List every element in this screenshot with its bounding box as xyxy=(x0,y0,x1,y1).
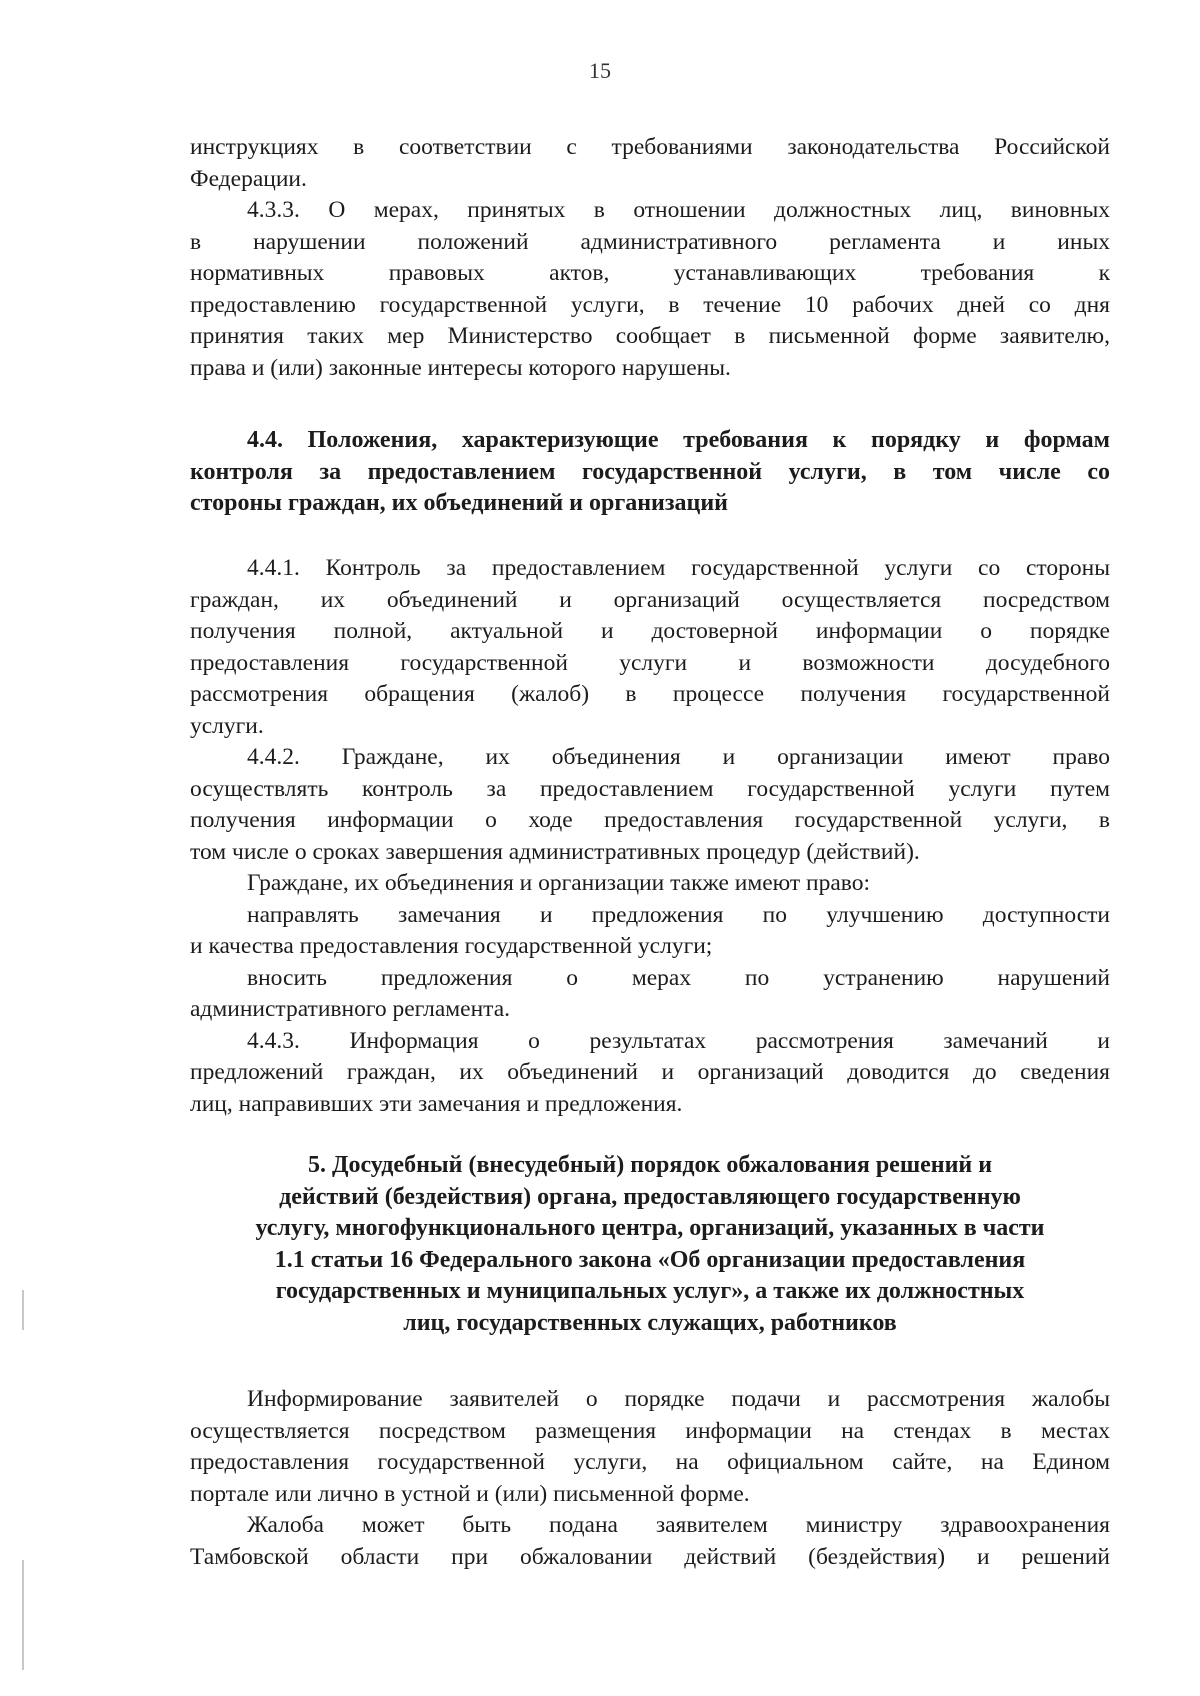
text-line: права и (или) законные интересы которого нарушены. xyxy=(190,354,731,381)
text-line: лиц, направивших эти замечания и предложения. xyxy=(190,1090,683,1117)
heading-line: стороны граждан, их объединений и организаций xyxy=(190,490,729,516)
section-heading-4-4 xyxy=(190,425,1110,520)
text-line: получения полной, актуальной и достоверной информации о порядке xyxy=(190,618,1110,644)
text-line: административного регламента. xyxy=(190,996,511,1022)
text-line: 4.3.3. О мерах, принятых в отношении должностных лиц, виновных xyxy=(247,197,1110,223)
text-line: предоставлению государственной услуги, в течение 10 рабочих дней со дня xyxy=(190,291,1110,318)
text-line: Информирование заявителей о порядке подачи и рассмотрения жалобы xyxy=(247,1386,1110,1412)
page-number: 15 xyxy=(589,58,611,83)
text-line: 4.4.1. Контроль за предоставлением государственной услуги со стороны xyxy=(247,555,1110,581)
text-line: в нарушении положений административного регламента и иных xyxy=(190,228,1110,255)
text-line: предоставления государственной услуги и возможности досудебного xyxy=(190,649,1110,676)
heading-line: услугу, многофункционального центра, организаций, указанных в части xyxy=(255,1215,1045,1241)
text-line: осуществлять контроль за предоставлением государственной услуги путем xyxy=(190,775,1110,802)
scan-margin-mark xyxy=(22,1290,24,1330)
text-line: принятия таких мер Министерство сообщает в письменной форме заявителю, xyxy=(190,323,1110,349)
heading-line: действий (бездействия) органа, предоставляющего государственную xyxy=(279,1183,1021,1210)
text-line: рассмотрения обращения (жалоб) в процессе получения государственной xyxy=(190,681,1110,707)
text-line: Федерации. xyxy=(190,165,307,192)
text-line: вносить предложения о мерах по устранению нарушений xyxy=(247,964,1110,991)
paragraph-block-5 xyxy=(190,1384,1110,1573)
text-line: направлять замечания и предложения по улучшению доступности xyxy=(247,901,1110,928)
heading-line: контроля за предоставлением государственной услуги, в том числе со xyxy=(190,458,1110,485)
text-line: осуществляется посредством размещения информации на стендах в местах xyxy=(190,1417,1110,1444)
text-line: предложений граждан, их объединений и организаций доводится до сведения xyxy=(190,1059,1110,1085)
text-line: граждан, их объединений и организаций осуществляется посредством xyxy=(190,586,1110,613)
text-line: нормативных правовых актов, устанавливающих требования к xyxy=(190,260,1110,286)
scan-margin-mark xyxy=(22,1560,24,1670)
heading-line: 1.1 статьи 16 Федерального закона «Об организации предоставления xyxy=(274,1246,1026,1273)
section-heading-5 xyxy=(190,1150,1110,1339)
paragraph-block-4-3-3 xyxy=(190,132,1110,384)
text-line: Тамбовской области при обжаловании действий (бездействия) и решений xyxy=(190,1543,1110,1570)
heading-line: 4.4. Положения, характеризующие требования к порядку и формам xyxy=(247,427,1110,453)
text-line: инструкциях в соответствии с требованиями законодательства Российской xyxy=(190,134,1110,160)
text-line: Жалоба может быть подана заявителем министру здравоохранения xyxy=(247,1512,1110,1538)
text-line: и качества предоставления государственной услуги; xyxy=(190,933,713,959)
heading-line: 5. Досудебный (внесудебный) порядок обжалования решений и xyxy=(307,1152,993,1178)
heading-line: лиц, государственных служащих, работников xyxy=(403,1309,897,1336)
heading-line: государственных и муниципальных услуг», а также их должностных xyxy=(275,1278,1025,1304)
text-line: услуги. xyxy=(190,712,264,739)
paragraph-block-4-4 xyxy=(190,553,1110,1120)
text-line: Граждане, их объединения и организации также имеют право: xyxy=(247,870,871,896)
text-line: 4.4.3. Информация о результатах рассмотрения замечаний и xyxy=(247,1027,1110,1054)
text-line: 4.4.2. Граждане, их объединения и организации имеют право xyxy=(247,744,1110,770)
text-line: портале или лично в устной и (или) письменной форме. xyxy=(190,1480,750,1507)
text-line: предоставления государственной услуги, на официальном сайте, на Едином xyxy=(190,1449,1110,1475)
text-line: том числе о сроках завершения административных процедур (действий). xyxy=(190,838,920,865)
text-line: получения информации о ходе предоставления государственной услуги, в xyxy=(190,807,1110,833)
